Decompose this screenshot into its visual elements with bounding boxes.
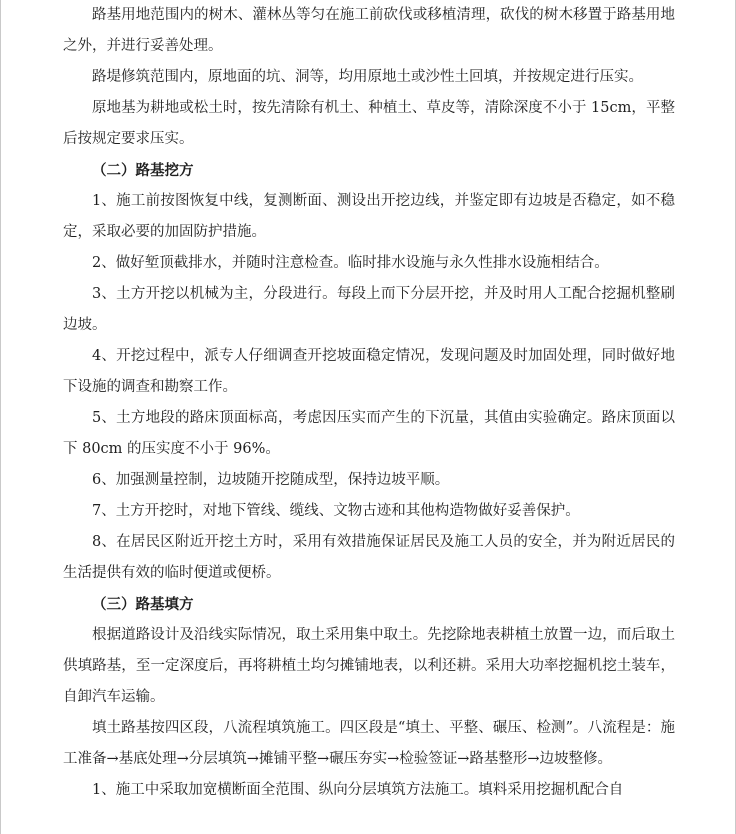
- list-item-excavation-5: 5、土方地段的路床顶面标高，考虑因压实而产生的下沉量，其值由实验确定。路床顶面以下 80cm 的压实度不小于 96%。: [63, 410, 675, 457]
- list-item-excavation-1: 1、施工前按图恢复中线，复测断面、测设出开挖边线，并鉴定即有边坡是否稳定，如不稳定，采取必要的加固防护措施。: [63, 193, 675, 240]
- section-heading-fill: （三）路基填方: [92, 596, 194, 613]
- list-item-excavation-7: 7、土方开挖时，对地下管线、缆线、文物古迹和其他构造物做好妥善保护。: [92, 503, 580, 519]
- paragraph-topsoil-removal: 原地基为耕地或松土时，按先清除有机土、种植土、草皮等，清除深度不小于 15cm，平整后按规定要求压实。: [63, 100, 675, 147]
- list-item-excavation-8: 8、在居民区附近开挖土方时，采用有效措施保证居民及施工人员的安全，并为附近居民的生活提供有效的临时便道或便桥。: [63, 534, 675, 581]
- list-item-excavation-2: 2、做好堑顶截排水，并随时注意检查。临时排水设施与永久性排水设施相结合。: [92, 255, 609, 271]
- paragraph-borrow-soil: 根据道路设计及沿线实际情况，取土采用集中取土。先挖除地表耕植土放置一边，而后取土供填路基，至一定深度后，再将耕植土均匀摊铺地表，以利还耕。采用大功率挖掘机挖土装车，自卸汽车运输。: [63, 627, 675, 705]
- paragraph-backfill-pits: 路堤修筑范围内，原地面的坑、洞等，均用原地土或沙性土回填，并按规定进行压实。: [92, 69, 643, 85]
- list-item-fill-1: 1、施工中采取加宽横断面全范围、纵向分层填筑方法施工。填料采用挖掘机配合自: [92, 782, 624, 798]
- list-item-excavation-3: 3、土方开挖以机械为主，分段进行。每段上而下分层开挖，并及时用人工配合挖掘机整刷边坡。: [63, 286, 675, 333]
- section-heading-excavation: （二）路基挖方: [92, 162, 194, 179]
- list-item-excavation-4: 4、开挖过程中，派专人仔细调查开挖坡面稳定情况，发现问题及时加固处理，同时做好地下设施的调查和勘察工作。: [63, 348, 675, 395]
- paragraph-fill-process: 填土路基按四区段，八流程填筑施工。四区段是“填土、平整、碾压、检测”。八流程是：施工准备→基底处理→分层填筑→摊铺平整→碾压夯实→检验签证→路基整形→边坡整修。: [63, 720, 675, 767]
- paragraph-clearing-trees: 路基用地范围内的树木、灌林丛等匀在施工前砍伐或移植清理，砍伐的树木移置于路基用地之外，并进行妥善处理。: [63, 7, 675, 54]
- document-body: [63, 0, 675, 806]
- list-item-excavation-6: 6、加强测量控制，边坡随开挖随成型，保持边坡平顺。: [92, 472, 450, 488]
